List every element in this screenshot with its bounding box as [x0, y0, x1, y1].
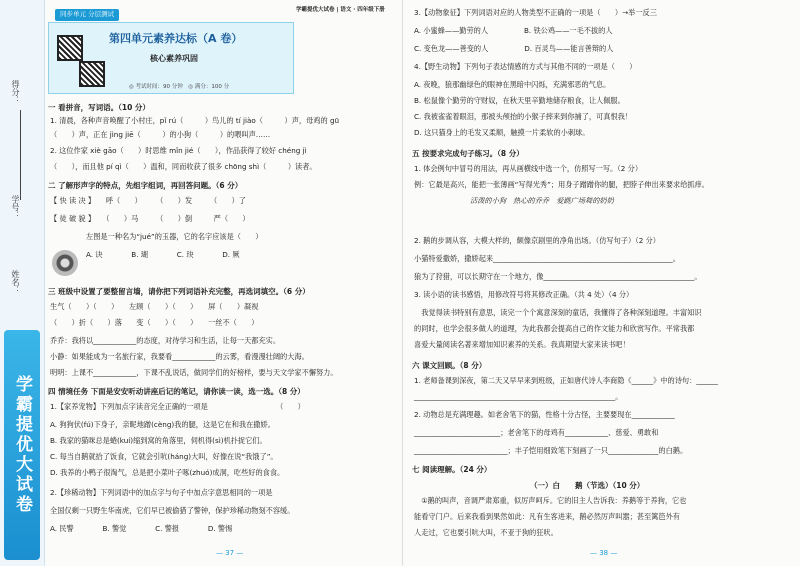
section-6-title: 六 课文回顾。（8 分） [412, 361, 487, 370]
text-line: 全国仅剩一只野生华南虎，它们早已被偷猎了警钟，保护珍稀动物刻不容缓。 [50, 506, 295, 515]
text-line: 2. 这位作家 xiè gāo（ ）时思维 mǐn jié（ ），作品获得了较好 chéng jì [50, 146, 307, 155]
text-line: A. 小蜜蜂——勤劳的人 B. 铁公鸡——一毛不拔的人 [414, 26, 613, 35]
text-line: 【 快 读 决 】 呼（ ） （ ）发 （ ）了 [50, 196, 246, 205]
text-line: 例：它最是高兴，能把一张薄画“写得光秀”；用身子蹭蹭你的腿，把脖子伸出来要求给抓痒。 [414, 180, 709, 189]
text-line: ________________________________________________________。 [414, 392, 623, 401]
text-line: 我觉得读书特别有意思，读完一个个寓意深刻的童话，我懂得了各种深刻道理。丰富知识 [414, 308, 702, 317]
page-number: — 37 — [216, 548, 244, 557]
text-line: 左图是一种名为“jué”的玉器，它的名字应该是（ ） [86, 232, 263, 241]
text-line: 喜爱大量阅读名著来增加知识素养的关系。我真期望大家来读书吧！ [414, 340, 630, 349]
text-line: 人走过，它也要引吭大叫，不亚于狗的狂吠。 [414, 528, 558, 537]
text-line: 生气（ ）（ ） 左顾（ ）（ ） 屏（ ）凝视 [50, 302, 259, 311]
text-line: C. 变色龙——善变的人 D. 百灵鸟——能言善辩的人 [414, 44, 614, 53]
text-line: 1. 清晨，各种声音唤醒了小村庄，pǐ rú（ ）鸟儿的 tí jiào（ ）声，母鸡的 gū [50, 116, 340, 125]
qr-code-icon [57, 35, 83, 61]
text-line: C. 每当自鹅就拾了饭食，它就会引吭(háng)大叫，好像在说“我饿了”。 [50, 452, 278, 461]
section-3-title: 三 班级中设置了要整留言墙，请你把下列词语补充完整，再选词填空。（6 分） [48, 287, 310, 296]
right-page [410, 0, 790, 566]
text-line: 3.【动物象征】下列词语对应的人物类型不正确的一项是（ ）→举一反三 [414, 8, 657, 17]
text-line: C. 我被雀雀着眼泪，那被头颅抬的小猴子摔来到你捕了，可真恨我！ [414, 112, 633, 121]
text-line: 4.【野生动物】下列句子表达情感的方式与其他不同的一项是（ ） [414, 62, 637, 71]
text-line: A. 狗狗伏(fú)下身子，亲昵地蹭(cèng)我的腿，这是它在和我在撒娇。 [50, 420, 275, 429]
qr-code-icon [79, 61, 105, 87]
text-line: 3. 读小语的读书感悟，用修改符号将其修改正确。（共 4 处）（4 分） [414, 290, 634, 299]
text-line: 2. 动物总是充满理趣。如老舍笔下的猫，性格十分古怪，主要要现在____________ [414, 410, 675, 419]
text-line: A. 夜晚，狼那幽绿色的眼神在黑暗中闪烁，充满邪恶的气息。 [414, 80, 611, 89]
text-line: （ ）折（ ）落 变（ ）（ ） 一丝不（ ） [50, 318, 259, 327]
text-line: A. 民警 B. 警觉 C. 警报 D. 警惕 [50, 524, 233, 533]
text-line: 小猫特爱撒娇，撒娇起来__________________________________________________。 [414, 254, 680, 263]
text-line: 能看守门户。后来我看到果然如此：凡有生客进来，鹅必然厉声叫嚣；甚至篱笆外有 [414, 512, 680, 521]
exam-subtitle: 核心素养巩固 [150, 54, 198, 63]
text-line: 狼为了狩猎，可以长期守在一个地方，像__________________________________________。 [414, 272, 702, 281]
header-box [48, 10, 294, 94]
reading-title: （一）白 鹅（节选）（10 分） [530, 481, 645, 490]
text-line: 1. 体会例句中冒号的用法，再从画横线中选一个，仿照写一写。（2 分） [414, 164, 643, 173]
section-4-title: 四 情境任务 下面是安安听动讲座后记的笔记，请你读一读，选一选。（8 分） [48, 387, 305, 396]
section-2-title: 二 了解形声字的特点，先组字组词，再回答问题。（6 分） [48, 181, 243, 190]
text-line: 2. 鹅的步调从容，大模大样的，颇像京剧里的净角出场。（仿写句子）（2 分） [414, 236, 660, 245]
text-line: A. 诀 B. 瑚 C. 玦 D. 厥 [86, 250, 240, 259]
section-1-title: 一 看拼音，写词语。（10 分） [48, 103, 150, 112]
student-no-line [20, 110, 21, 200]
binding-strip [0, 0, 45, 566]
text-line: 【 徒 破 貌 】 （ ）马 （ ）倒 严（ ） [50, 214, 250, 223]
text-line: __________________________；丰子恺用细致笔下刻画了一只______________的白鹅。 [414, 446, 688, 455]
text-line: （ ），而且他 pí qì（ ）温和，同而收获了很多 chōng shì（ ）读者。 [50, 162, 317, 171]
left-page [46, 0, 398, 566]
name-label: 姓名： [11, 270, 20, 294]
text-line: D. 我养的小鸭子很淘气，总是把小菜叶子啄(zhuó)成洞，吃些好的食食。 [50, 468, 285, 477]
brand-banner: 学霸提优大试卷 [4, 330, 40, 560]
text-line: 的同时，也学会很多做人的道理，为此我都会提高自己的作文能力和欣赏写作。平常我都 [414, 324, 695, 333]
exam-title: 第四单元素养达标（A 卷） [109, 32, 243, 45]
text-line: 1.【家养宠物】下列加点字读音完全正确的一项是 （ ） [50, 402, 305, 411]
exam-meta: ◎ 考试时间：90 分钟 ◎ 满分：100 分 [129, 84, 230, 90]
jade-image [52, 250, 78, 276]
text-line: ①鹅的叫声，音调严肃郑重，似厉声呵斥。它的旧主人告诉我：养鹅等于养狗，它也 [414, 496, 687, 505]
text-line: D. 这只猫身上的毛发又柔顺，触摸一片柔软的小刺球。 [414, 128, 590, 137]
section-7-title: 七 阅读理解。（24 分） [412, 465, 492, 474]
text-line: B. 松鼠像个勤劳的守财奴，在秋天里辛勤地储存粮食，让人佩服。 [414, 96, 625, 105]
text-line: 乔乔：我将以____________的态度，对待学习和生活，让每一天都充实。 [50, 336, 281, 345]
text-line: 2.【珍稀动物】下列词语中的加点字与句子中加点字意思相同的一项是 [50, 488, 273, 497]
brand-line: 学霸提优大试卷 | 语文 · 四年级下册 [296, 7, 385, 13]
student-no-label: 学号： [11, 195, 20, 219]
page-number: — 38 — [590, 548, 618, 557]
score-label: 得分： [11, 80, 20, 104]
text-line: 小静：如果能成为一名旅行家，我要看____________的云雾，看漫漫壮阔的大海。 [50, 352, 309, 361]
example-phrases: 活泼的小狗 热心的乔乔 爱跳广场舞的奶奶 [470, 196, 614, 205]
text-line: （ ）声，正在 jìng jiē（ ）的小狗（ ）的喂叫声…… [50, 130, 271, 139]
text-line: 明明：上课不____________，下课不乱说话，做同学们的好榜样，要与天文学家不懈努力。 [50, 368, 338, 377]
text-line: B. 我家的猫咪总是蜷(kuí)缩到窝的角落里，伺机得(sì)机扑捉它们。 [50, 436, 267, 445]
text-line: ________________________；老舍笔下的母鸡有____________、慈爱、勇敢和 [414, 428, 659, 437]
unit-tag: 同步单元 分层测试 [55, 9, 119, 21]
text-line: 1. 老师备课到深夜，第二天又早早来到班级，正如唐代诗人李商隐《______》中的诗句：______ [414, 376, 718, 385]
page-divider [402, 0, 403, 566]
section-5-title: 五 按要求完成句子练习。（8 分） [412, 149, 524, 158]
